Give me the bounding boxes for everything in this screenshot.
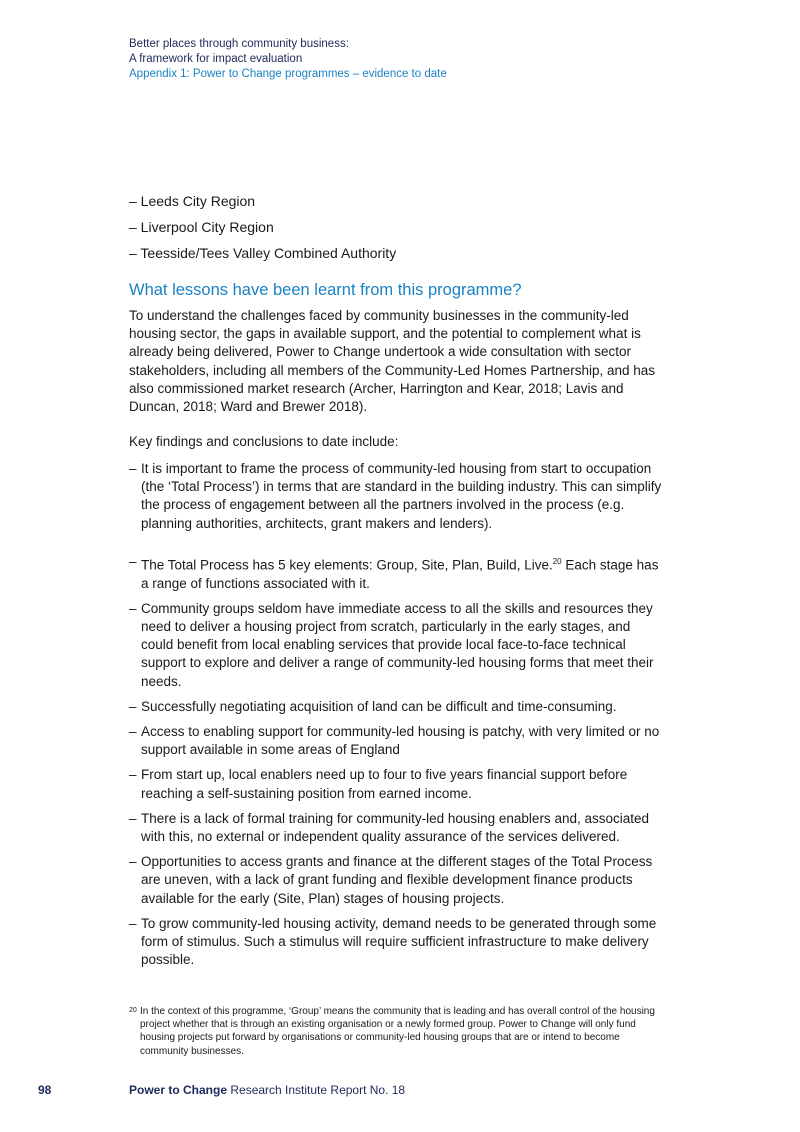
bullet-dash: – <box>129 767 137 783</box>
footer-title-rest: Research Institute Report No. 18 <box>227 1083 406 1097</box>
bullet-dash: – <box>129 915 137 931</box>
list-item <box>129 766 664 802</box>
header-line-2: A framework for impact evaluation <box>129 53 303 65</box>
intro-paragraph: To understand the challenges faced by community businesses in the community-led housing sector, the gaps in available support, and the potential to complement what is already being delivered, Power to Change undertook a wide consultation with sector stakeholders, including all members of the Community-Led Homes Partnership, and has also commissioned market research (Archer, Harrington and Kear, 2018; Lavis and Duncan, 2018; Ward and Brewer 2018). <box>129 308 656 415</box>
list-item <box>129 723 664 759</box>
footer-title-bold: Power to Change <box>129 1083 228 1097</box>
list-item <box>129 853 664 908</box>
finding-text: Opportunities to access grants and finance at the different stages of the Total Process are uneven, with a lack of grant funding and flexible development finance products available for the early (Site, Plan) stages of housing projects. <box>141 854 653 906</box>
finding-text: The Total Process has 5 key elements: Group, Site, Plan, Build, Live. <box>141 557 553 573</box>
list-item <box>129 915 664 970</box>
footer-title <box>129 1083 405 1097</box>
bullet-dash: – <box>129 553 137 569</box>
finding-text: Successfully negotiating acquisition of land can be difficult and time-consuming. <box>141 698 617 714</box>
bullet-dash: – <box>129 461 137 476</box>
finding-text: To grow community-led housing activity, demand needs to be generated through some form of stimulus. Such a stimulus will require sufficient infrastructure to make delivery possible. <box>141 915 657 968</box>
list-item <box>129 698 664 716</box>
header-line-3: Appendix 1: Power to Change programmes – evidence to date <box>129 68 447 80</box>
running-header <box>129 37 447 82</box>
finding-text: Access to enabling support for community-led housing is patchy, with very limited or no support available in some areas of England <box>141 723 660 758</box>
finding-text: From start up, local enablers need up to four to five years financial support before reaching a self-sustaining position from earned income. <box>141 767 628 801</box>
footnote-number: 20 <box>129 1007 137 1014</box>
finding-text: There is a lack of formal training for community-led housing enablers and, associated with this, no external or independent quality assurance of the services delivered. <box>141 810 650 844</box>
list-item <box>129 600 664 691</box>
bullet-dash: – <box>129 723 137 739</box>
finding-text: Each stage has a range of functions associated with it. <box>141 557 659 591</box>
bullet-dash: – <box>129 600 137 616</box>
list-item <box>129 553 664 593</box>
footnote-text: In the context of this programme, ‘Group’ means the community that is leading and has overall control of the housing project whether that is through an existing organisation or a newly formed group. Power to Change will only fund housing projects put forward by organisations or community-led housing groups that are or intend to become community businesses. <box>140 1006 655 1057</box>
finding-text: It is important to frame the process of community-led housing from start to occupation (the ‘Total Process’) in terms that are standard in the building industry. This can simplify the process of engagement between all the partners involved in the process (e.g. planning authorities, architects, grant makers and lenders). <box>141 461 662 531</box>
list-item: – Teesside/Tees Valley Combined Authority <box>129 245 397 261</box>
finding-text: Community groups seldom have immediate access to all the skills and resources they need to deliver a housing project from scratch, particularly in the early stages, and could benefit from local enabling services that provide local face-to-face technical support to explore and deliver a range of community-led housing forms that meet their needs. <box>141 600 654 689</box>
footnote-reference: 20 <box>552 556 562 566</box>
bullet-dash: – <box>129 854 137 870</box>
list-item: – Leeds City Region <box>129 193 256 209</box>
header-line-1: Better places through community business: <box>129 38 349 50</box>
bullet-dash: – <box>129 698 137 714</box>
list-item: – Liverpool City Region <box>129 219 274 235</box>
city-region-list <box>129 188 396 266</box>
key-findings-label: Key findings and conclusions to date include: <box>129 434 399 449</box>
section-heading: What lessons have been learnt from this programme? <box>129 281 522 299</box>
list-item <box>129 460 664 533</box>
page-number: 98 <box>38 1083 52 1097</box>
findings-list <box>129 460 664 976</box>
footnote <box>129 1005 659 1058</box>
list-item <box>129 810 664 846</box>
bullet-dash: – <box>129 810 137 826</box>
